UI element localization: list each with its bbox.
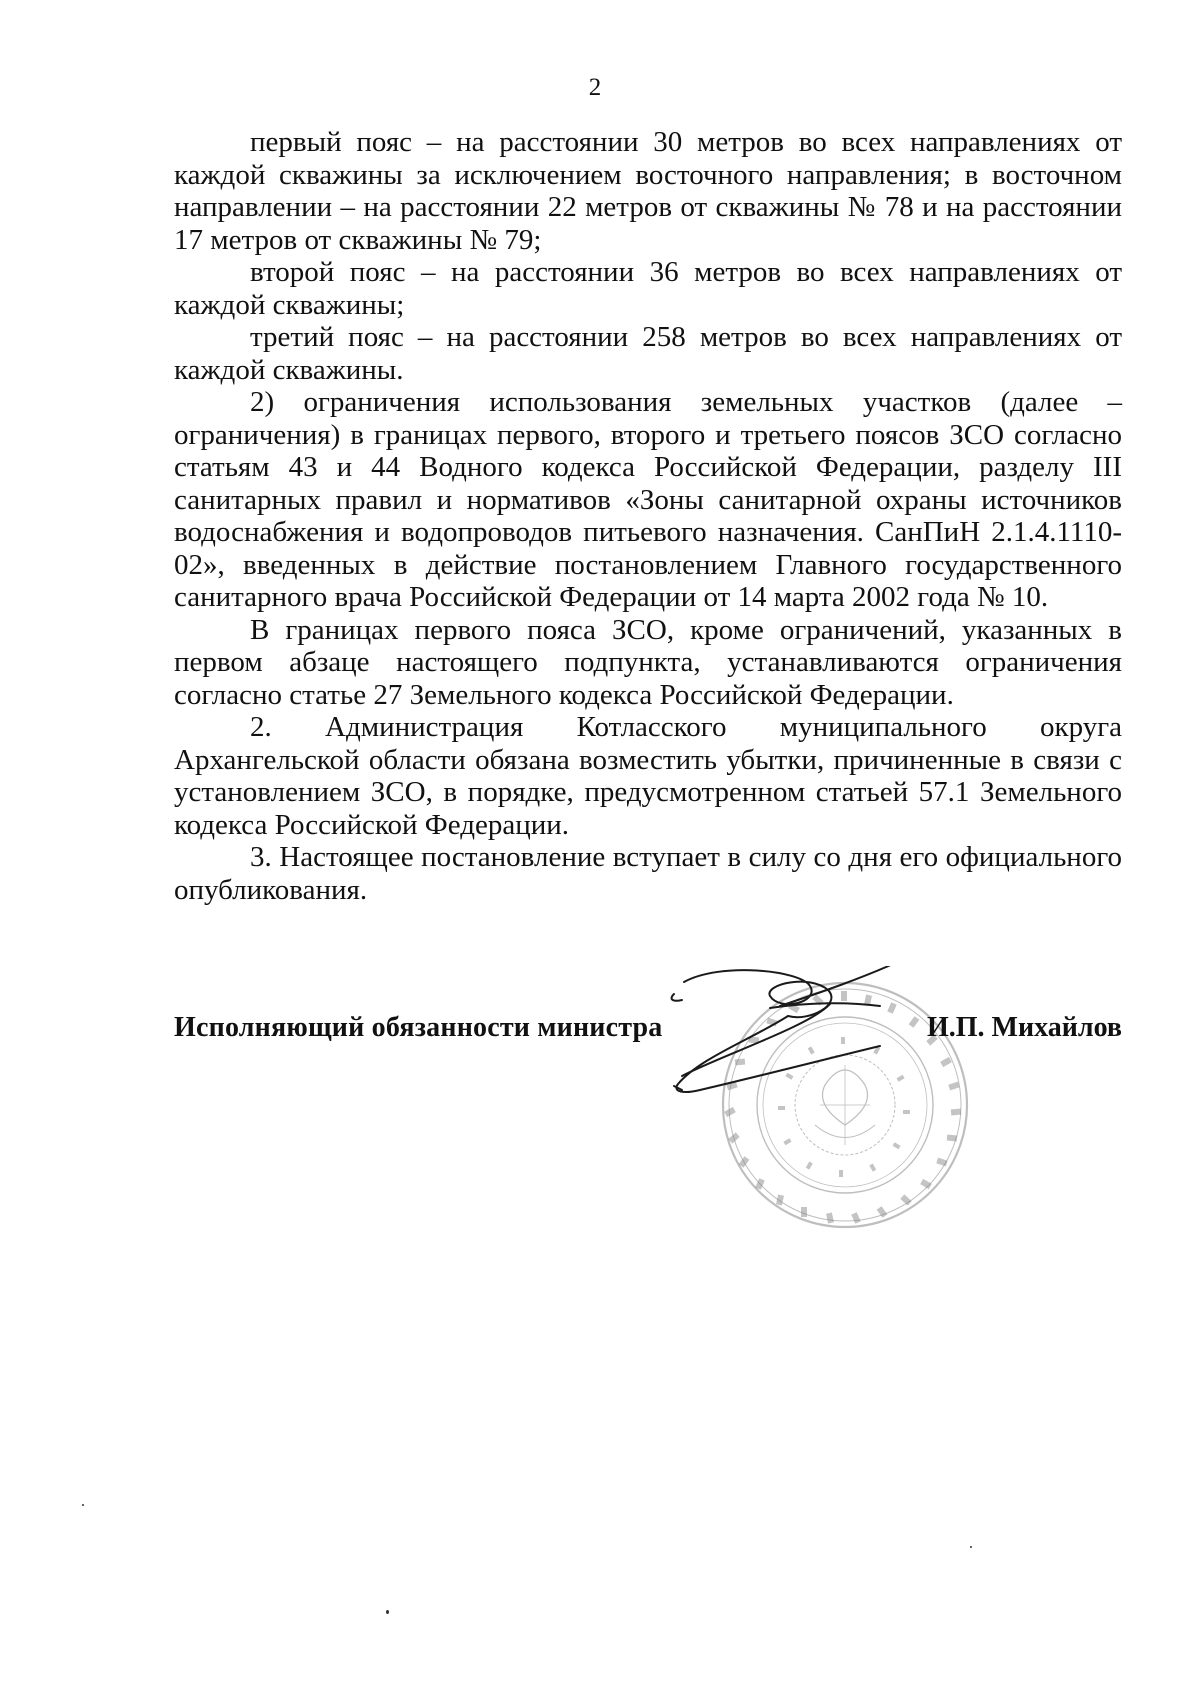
signatory-name: И.П. Михайлов (926, 1012, 1122, 1043)
scan-speck (970, 1546, 972, 1548)
page-number: 2 (588, 74, 602, 101)
signature-block (174, 1012, 1122, 1052)
paragraph-first-zone-restrictions: В границах первого пояса ЗСО, кроме ограничений, указанных в первом абзаце настоящего подпункта, устанавливаются ограничения согласно статье 27 Земельного кодекса Российской Федерации. (174, 613, 1122, 711)
scan-speck (386, 1610, 389, 1614)
paragraph-item-3: 3. Настоящее постановление вступает в силу со дня его официального опубликования. (174, 841, 1122, 906)
paragraph-zone-2: второй пояс – на расстоянии 36 метров во всех направлениях от каждой скважины; (174, 256, 1122, 321)
paragraph-restrictions: 2) ограничения использования земельных участков (далее – ограничения) в границах первого, второго и третьего поясов ЗСО согласно статьям 43 и 44 Водного кодекса Российской Федерации, разделу III санитарных правил и нормативов «Зоны санитарной охраны источников водоснабжения и водопроводов питьевого назначения. СанПиН 2.1.4.1110-02», введенных в действие постановлением Главного государственного санитарного врача Российской Федерации от 14 марта 2002 года № 10. (174, 386, 1122, 613)
paragraph-zone-3: третий пояс – на расстоянии 258 метров во всех направлениях от каждой скважины. (174, 321, 1122, 386)
paragraph-item-2: 2. Администрация Котласского муниципального округа Архангельской области обязана возместить убытки, причиненные в связи с установлением ЗСО, в порядке, предусмотренном статьей 57.1 Земельного кодекса Российской Федерации. (174, 711, 1122, 841)
paragraph-zone-1: первый пояс – на расстоянии 30 метров во всех направлениях от каждой скважины за исключением восточного направления; в восточном направлении – на расстоянии 22 метров от скважины № 78 и на расстоянии 17 метров от скважины № 79; (174, 126, 1122, 256)
scan-speck (82, 1504, 84, 1506)
signatory-title: Исполняющий обязанности министра (174, 1012, 663, 1043)
document-body (174, 126, 1122, 906)
